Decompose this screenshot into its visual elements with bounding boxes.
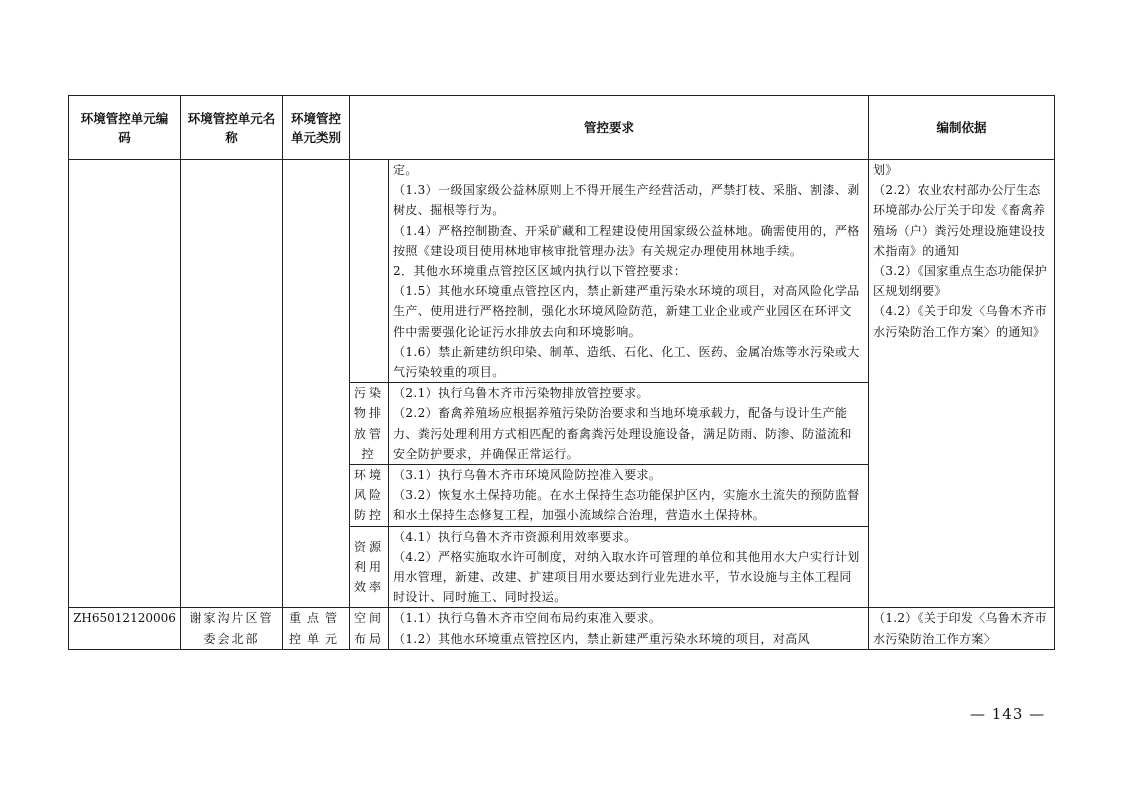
table-row — [69, 608, 1055, 649]
category-cell — [350, 160, 389, 383]
table-row — [69, 160, 1055, 383]
basis-cell — [869, 160, 1055, 608]
header-type: 环境管控单元类别 — [283, 96, 350, 160]
req-line: （2.1）执行乌鲁木齐市污染物排放管控要求。 — [393, 386, 649, 401]
req-line: （4.1）执行乌鲁木齐市资源利用效率要求。 — [393, 529, 637, 544]
unit-type: 重点管控单元 — [283, 608, 350, 649]
req-line: （2.2）畜禽养殖场应根据养殖污染防治要求和当地环境承载力，配备与设计生产能力、粪污处理利用方式相匹配的畜禽粪污处理设施设备，满足防雨、防渗、防溢流和安全防护要求，并确保正常运行。 — [393, 406, 852, 461]
req-line: （3.2）恢复水土保持功能。在水土保持生态功能保护区内，实施水土流失的预防监督和水土保持生态修复工程，加强小流域综合治理，营造水土保持林。 — [393, 488, 860, 523]
category-cell-pollution: 污染物排放管控 — [350, 383, 389, 465]
header-code: 环境管控单元编码 — [69, 96, 181, 160]
requirement-cell — [389, 160, 869, 383]
table-header-row — [69, 96, 1055, 160]
basis-line: 划》 — [873, 163, 898, 177]
req-line: （1.6）禁止新建纺织印染、制革、造纸、石化、化工、医药、金属冶炼等水污染或大气污染较重的项目。 — [393, 344, 860, 380]
basis-line: （3.2）《国家重点生态功能保护区规划纲要》 — [873, 264, 1047, 299]
basis-line: （4.2）《关于印发〈乌鲁木齐市水污染防治工作方案〉的通知》 — [873, 304, 1047, 339]
requirement-cell — [389, 465, 869, 527]
req-line: （1.2）其他水环境重点管控区内，禁止新建严重污染水环境的项目，对高风 — [393, 631, 811, 646]
header-basis: 编制依据 — [869, 96, 1055, 160]
page-number: — 143 — — [970, 705, 1046, 723]
category-cell-resource: 资源利用效率 — [350, 526, 389, 608]
unit-name-cell — [181, 160, 283, 608]
req-line: 2．其他水环境重点管控区区域内执行以下管控要求： — [393, 264, 687, 279]
category-cell-spatial: 空间布局 — [350, 608, 389, 649]
req-line: （1.3）一级国家级公益林原则上不得开展生产经营活动，严禁打枝、采脂、割漆、剥树皮、掘根等行为。 — [393, 183, 860, 218]
category-cell-risk: 环境风险防控 — [350, 465, 389, 527]
basis-line: （2.2）农业农村部办公厅生态环境部办公厅关于印发《畜禽养殖场（户）粪污处理设施建设技术指南》的通知 — [873, 183, 1046, 258]
req-line: （4.2）严格实施取水许可制度，对纳入取水许可管理的单位和其他用水大户实行计划用水管理，新建、改建、扩建项目用水要达到行业先进水平，节水设施与主体工程同时设计、同时施工、同时投运。 — [393, 549, 860, 605]
req-line: （1.1）执行乌鲁木齐市空间布局约束准入要求。 — [393, 611, 662, 626]
header-requirement: 管控要求 — [350, 96, 869, 160]
unit-code: ZH65012120006 — [69, 608, 181, 649]
requirement-cell — [389, 383, 869, 465]
basis-line: （1.2）《关于印发〈乌鲁木齐市水污染防治工作方案〉 — [873, 611, 1047, 646]
requirement-cell — [389, 608, 869, 649]
unit-code-cell — [69, 160, 181, 608]
regulation-table — [68, 95, 1055, 650]
unit-name: 谢家沟片区管委会北部 — [181, 608, 283, 649]
unit-type-cell — [283, 160, 350, 608]
req-line: （3.1）执行乌鲁木齐市环境风险防控准入要求。 — [393, 468, 662, 483]
req-line: （1.4）严格控制勘查、开采矿藏和工程建设使用国家级公益林地。确需使用的，严格按照《建设项目使用林地审核审批管理办法》有关规定办理使用林地手续。 — [393, 223, 860, 258]
req-line: 定。 — [393, 163, 418, 177]
header-name: 环境管控单元名称 — [181, 96, 283, 160]
req-line: （1.5）其他水环境重点管控区内，禁止新建严重污染水环境的项目，对高风险化学品生产、使用进行严格控制，强化水环境风险防范，新建工业企业或产业园区在环评文件中需要强化论证污水排放去向和环境影响。 — [393, 284, 860, 339]
basis-cell — [869, 608, 1055, 649]
requirement-cell — [389, 526, 869, 608]
